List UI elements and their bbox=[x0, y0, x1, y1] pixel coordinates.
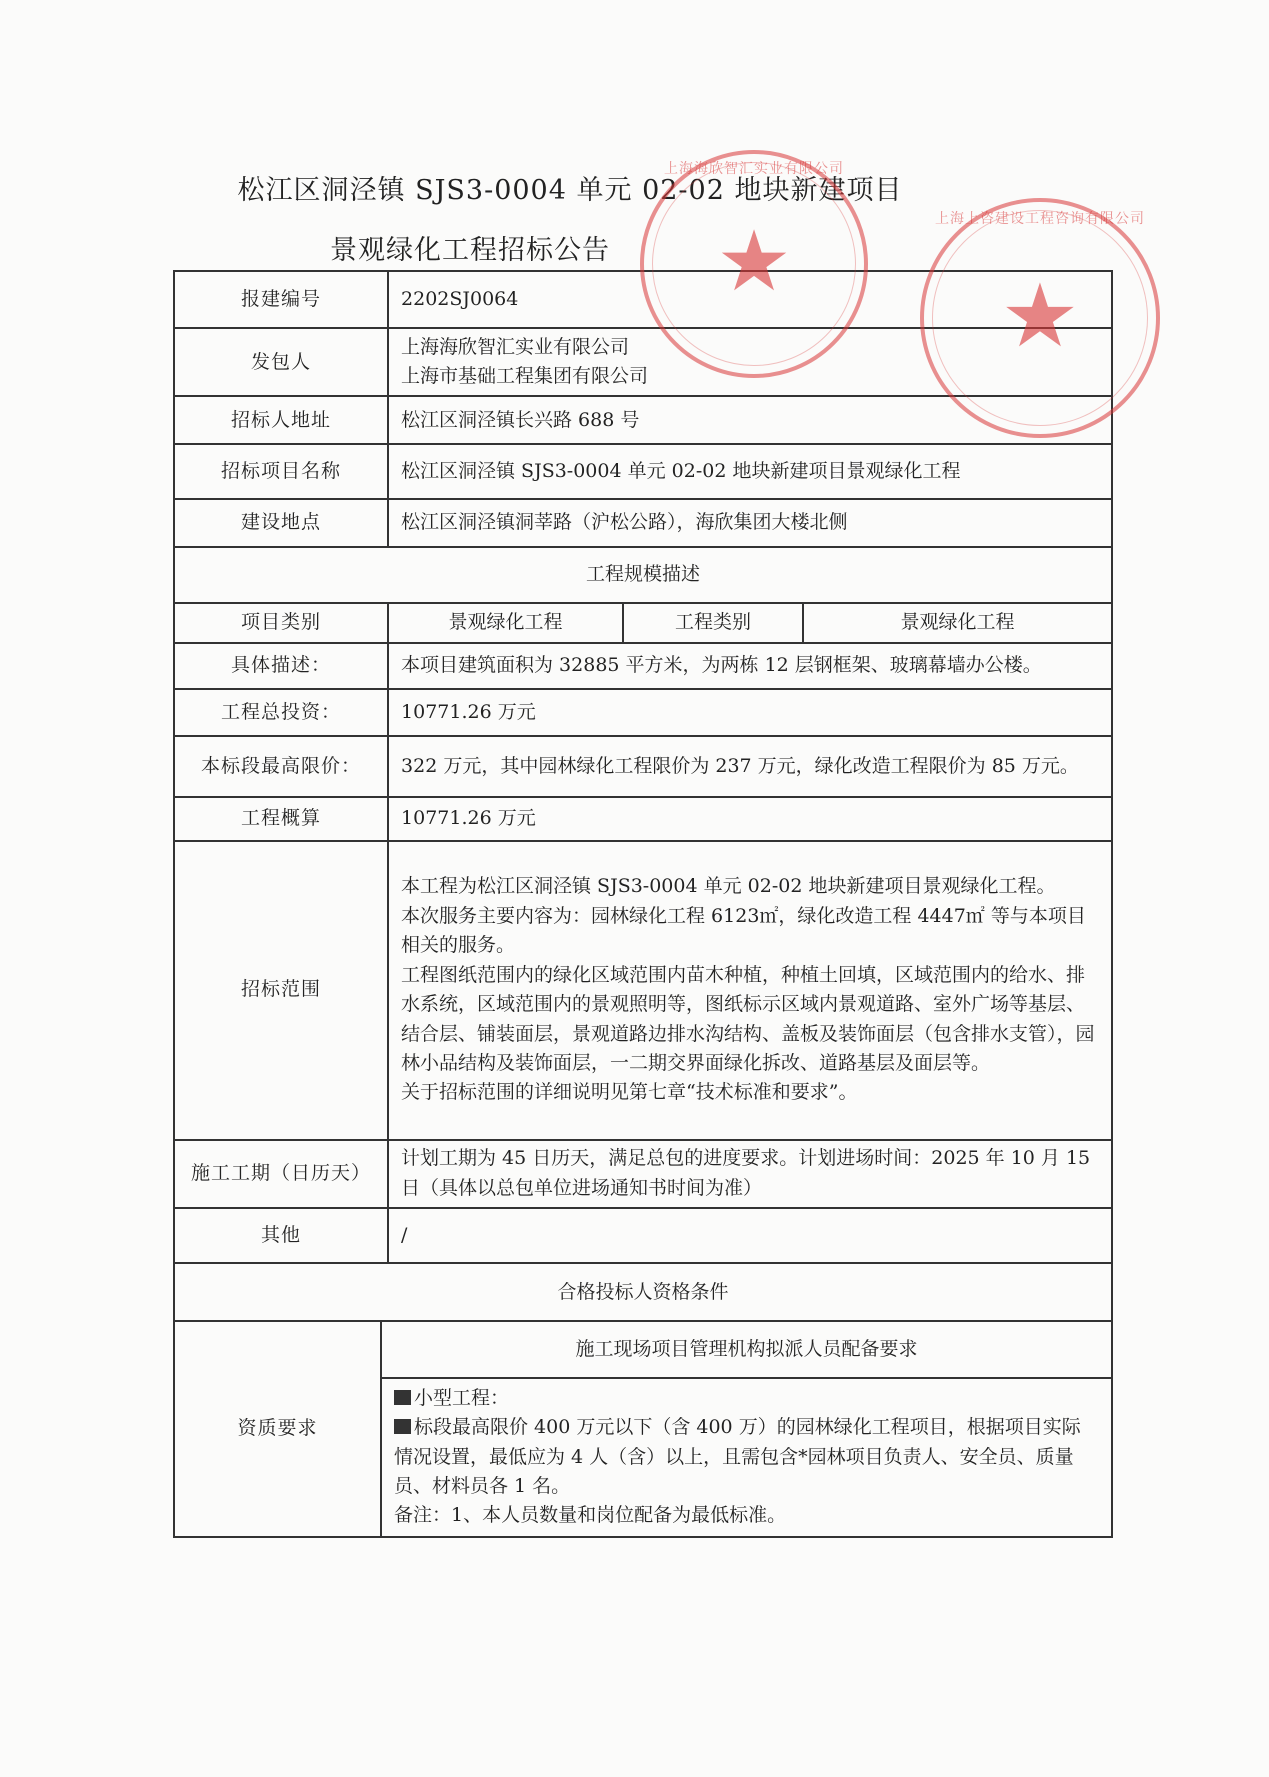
period-value: 计划工期为 45 日历天，满足总包的进度要求。计划进场时间：2025 年 10 月 15 日（具体以总包单位进场通知书时间为准） bbox=[388, 1140, 1112, 1208]
estimate-label: 工程概算 bbox=[174, 797, 388, 841]
scope-p4: 关于招标范围的详细说明见第七章“技术标准和要求”。 bbox=[401, 1081, 858, 1104]
row-qual-subheader bbox=[174, 1321, 1112, 1377]
row-other bbox=[174, 1208, 1112, 1263]
estimate-value: 10771.26 万元 bbox=[388, 797, 1112, 841]
qual-body bbox=[381, 1378, 1112, 1537]
employer-1: 上海海欣智汇实业有限公司 bbox=[401, 335, 630, 358]
address-value: 松江区洞泾镇长兴路 688 号 bbox=[388, 396, 1112, 444]
category-value-2: 景观绿化工程 bbox=[803, 603, 1112, 643]
max-price-label: 本标段最高限价： bbox=[174, 736, 388, 796]
site-label: 建设地点 bbox=[174, 499, 388, 547]
qual-line-1: 小型工程： bbox=[394, 1384, 1099, 1413]
row-project-name bbox=[174, 444, 1112, 498]
row-qual-header bbox=[174, 1263, 1112, 1321]
employer-label: 发包人 bbox=[174, 328, 388, 396]
seal-left-text: 上海海欣智汇实业有限公司 bbox=[664, 161, 844, 177]
scope-value bbox=[388, 841, 1112, 1140]
tender-table bbox=[173, 270, 1113, 1538]
investment-label: 工程总投资： bbox=[174, 689, 388, 736]
scope-p3: 工程图纸范围内的绿化区域范围内苗木种植，种植土回填，区域范围内的给水、排水系统，区域范围内的景观照明等，图纸标示区域内景观道路、室外广场等基层、结合层、铺装面层，景观道路边排水沟结构、盖板及装饰面层（包含排水支管），园林小品结构及装饰面层，一二期交界面绿化拆改、道路基层及面层等。 bbox=[401, 963, 1095, 1075]
checkbox-filled-icon bbox=[394, 1419, 411, 1434]
qual-subheader: 施工现场项目管理机构拟派人员配备要求 bbox=[381, 1321, 1112, 1377]
row-address bbox=[174, 396, 1112, 444]
category-label: 项目类别 bbox=[174, 603, 388, 643]
period-label: 施工工期（日历天） bbox=[174, 1140, 388, 1208]
row-site bbox=[174, 499, 1112, 547]
other-label: 其他 bbox=[174, 1208, 388, 1263]
qual-header: 合格投标人资格条件 bbox=[174, 1263, 1112, 1321]
row-investment bbox=[174, 689, 1112, 736]
seal-right-text: 上海上咨建设工程咨询有限公司 bbox=[935, 211, 1145, 227]
category-value: 景观绿化工程 bbox=[388, 603, 623, 643]
checkbox-filled-icon bbox=[394, 1390, 411, 1405]
row-description bbox=[174, 643, 1112, 690]
row-scope bbox=[174, 841, 1112, 1140]
address-label: 招标人地址 bbox=[174, 396, 388, 444]
title-line-2: 景观绿化工程招标公告 bbox=[330, 235, 610, 266]
scale-header: 工程规模描述 bbox=[174, 547, 1112, 603]
code-label: 报建编号 bbox=[174, 271, 388, 328]
site-value: 松江区洞泾镇洞莘路（沪松公路），海欣集团大楼北侧 bbox=[388, 499, 1112, 547]
scope-label: 招标范围 bbox=[174, 841, 388, 1140]
scope-p1: 本工程为松江区洞泾镇 SJS3-0004 单元 02-02 地块新建项目景观绿化工程。 bbox=[401, 875, 1056, 898]
employer-value bbox=[388, 328, 1112, 396]
row-scale-header bbox=[174, 547, 1112, 603]
scope-p2: 本次服务主要内容为：园林绿化工程 6123㎡，绿化改造工程 4447㎡ 等与本项目相关的服务。 bbox=[401, 904, 1086, 957]
other-value: / bbox=[388, 1208, 1112, 1263]
employer-2: 上海市基础工程集团有限公司 bbox=[401, 365, 649, 388]
description-value: 本项目建筑面积为 32885 平方米，为两栋 12 层钢框架、玻璃幕墙办公楼。 bbox=[388, 643, 1112, 690]
seal-star-icon: ★ bbox=[1000, 264, 1080, 367]
qualification-label: 资质要求 bbox=[174, 1321, 381, 1537]
row-max-price bbox=[174, 736, 1112, 796]
qual-line-2: 标段最高限价 400 万元以下（含 400 万）的园林绿化工程项目，根据项目实际情况设置，最低应为 4 人（含）以上，且需包含*园林项目负责人、安全员、质量员、材料员各 1 名。 bbox=[394, 1416, 1081, 1497]
category-label-2: 工程类别 bbox=[623, 603, 803, 643]
code-value: 2202SJ0064 bbox=[388, 271, 1112, 328]
qual-line-3: 备注：1、本人员数量和岗位配备为最低标准。 bbox=[394, 1504, 787, 1527]
row-period bbox=[174, 1140, 1112, 1208]
seal-star-icon: ★ bbox=[716, 212, 792, 310]
title-line-1: 松江区洞泾镇 SJS3-0004 单元 02-02 地块新建项目 bbox=[237, 175, 903, 206]
row-code bbox=[174, 271, 1112, 328]
investment-value: 10771.26 万元 bbox=[388, 689, 1112, 736]
row-employer bbox=[174, 328, 1112, 396]
project-name-value: 松江区洞泾镇 SJS3-0004 单元 02-02 地块新建项目景观绿化工程 bbox=[388, 444, 1112, 498]
max-price-value: 322 万元，其中园林绿化工程限价为 237 万元，绿化改造工程限价为 85 万元。 bbox=[388, 736, 1112, 796]
description-label: 具体描述： bbox=[174, 643, 388, 690]
row-estimate bbox=[174, 797, 1112, 841]
project-name-label: 招标项目名称 bbox=[174, 444, 388, 498]
row-category bbox=[174, 603, 1112, 643]
